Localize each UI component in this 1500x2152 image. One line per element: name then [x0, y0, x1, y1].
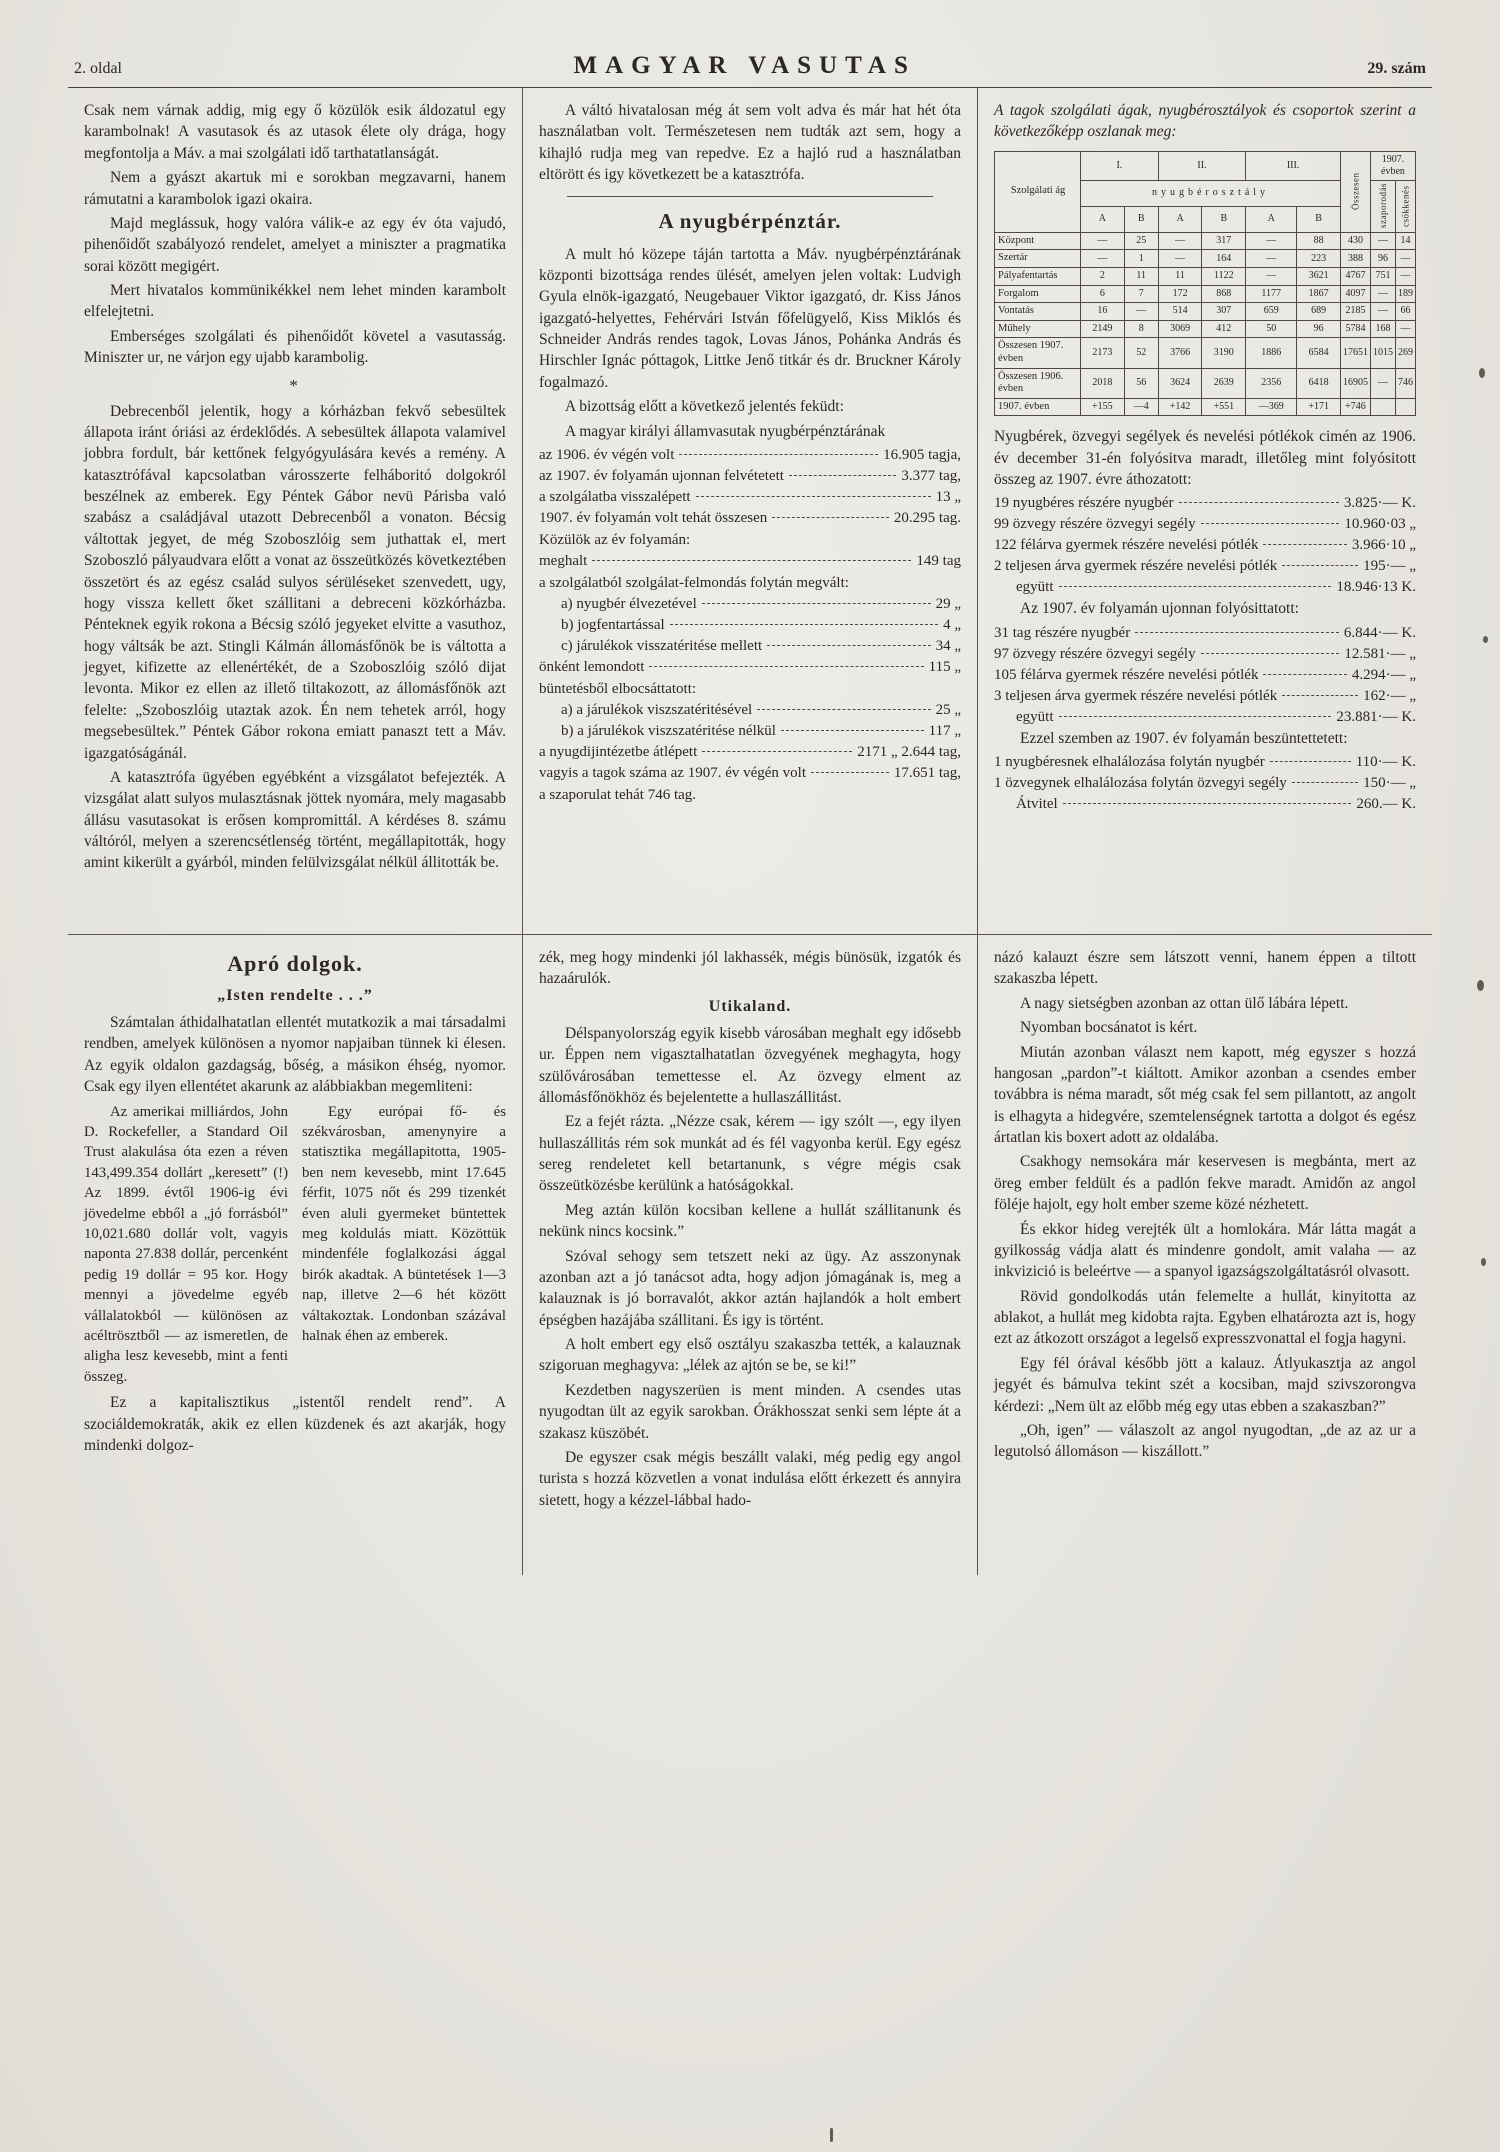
subcolumn-rockefeller: [84, 1102, 288, 1391]
stat-leader: [592, 560, 911, 561]
table-cell: 16905: [1341, 368, 1371, 398]
table-cell: [1396, 398, 1416, 416]
table-cell: 659: [1246, 303, 1297, 321]
carried-over-amounts: [994, 493, 1416, 598]
stat-label: 97 özvegy részére özvegyi segély: [994, 645, 1196, 662]
stat-value: 13 „: [935, 488, 961, 505]
scan-speck: [830, 2128, 833, 2142]
stat-label: 31 tag részére nyugbér: [994, 624, 1131, 641]
paragraph: Délspanyolország egyik kisebb városában meghalt egy idősebb ur. Éppen nem vigasztalhatatlan özvegyének meghagyta, hogy szülővárosában temettesse el. Az özvegy elment az állomásfőnökhöz és bejelentette a hullaszállitást.: [539, 1024, 961, 1106]
stat-value: 4.294·— „: [1351, 666, 1416, 683]
stat-label: 122 félárva gyermek részére nevelési pótlék: [994, 537, 1259, 554]
table-cell: 1867: [1297, 285, 1341, 303]
table-cell: 7: [1124, 285, 1158, 303]
table-cell: 6: [1081, 285, 1125, 303]
stat-value: 29 „: [935, 595, 961, 612]
stat-value: 6.844·— K.: [1343, 624, 1416, 641]
row-label: Pályafentartás: [995, 267, 1081, 285]
stat-row: a szaporulat tehát 746 tag.: [539, 786, 697, 803]
col-sub-label: A: [1158, 206, 1202, 232]
stat-leader: [1282, 565, 1358, 566]
stat-leader: [772, 517, 889, 518]
stat-value: 110·— K.: [1355, 754, 1416, 771]
paragraph: Számtalan áthidalhatatlan ellentét mutatkozik a mai társadalmi rendben, amelyek különösen a nyomor napjaiban tünnek ki élesen. Az egyik oldalon gazdagság, bőség, a másikon éhség, nyomor. Csak egy ilyen ellentétet akarunk az alábbiakban megemliteni:: [84, 1014, 506, 1096]
star-separator: *: [289, 375, 301, 395]
paragraph: Kezdetben nagyszerüen is ment minden. A csendes utas nyugodtan ült az egyik sarokban. Órákhosszat senki sem lépte át a szakasz küszöbét.: [539, 1381, 961, 1442]
stat-row: [994, 514, 1416, 535]
stat-value: 34 „: [935, 637, 961, 654]
stat-leader: [811, 772, 889, 773]
stat-value: 195·— „: [1363, 558, 1416, 575]
stat-label: önként lemondott: [539, 658, 645, 675]
stat-value: 25 „: [935, 701, 961, 718]
table-cell: —: [1124, 303, 1158, 321]
col-sub-label: B: [1297, 206, 1341, 232]
table-cell: +171: [1297, 398, 1341, 416]
col-header-nyugberosztaly: nyugbérosztály: [1081, 180, 1341, 206]
new-grants-amounts: [994, 623, 1416, 728]
story-paragraphs: [994, 993, 1416, 1463]
stat-label: 105 félárva gyermek részére nevelési pótlék: [994, 666, 1259, 683]
table-cell: 388: [1341, 250, 1371, 268]
table-cell: 2173: [1081, 338, 1125, 368]
table-total-row-1907: [995, 338, 1416, 368]
paragraph: Egy európai fő- és székvárosban, amenynyire a statisztika megállapitotta, 1905-ben nem kevesebb, mint 17.645 férfit, 1075 nőt és 299 tizenkét éven aluli gyermeket büntettek meg koldulás miatt. Közöttük mindenféle foglalkozási ággal birók akadtak. A büntetések 1—3 nap, illetve 2—6 hét között váltakoztak. Londonban százával halnak éhen az emberek.: [302, 1103, 506, 1344]
row-label: Forgalom: [995, 285, 1081, 303]
stat-label: meghalt: [539, 552, 588, 569]
masthead: MAGYAR VASUTAS: [573, 52, 916, 79]
paragraph: Debrecenből jelentik, hogy a kórházban fekvő sebesültek állapota iránt óriási az érdeklődés. A sebesültek állapota valamivel jobbra fordult, bár kettőnek felgyógyulására kevés a remény. A katasztrófával kapcsolatban városszerte felháboritó dolgokról beszélnek az emberek. Egy Péntek Gábor nevü Párisba való szabász a családjával utazott Debrecenből a vonaton. Bécsig váltottak jegyet, de még Szoboszlóig sem juthattak el, mert Szoboszló pályaudvara előtt a vonat az összeütközés következtében összetört és az egész család sulyos sérüléseket szenvedett, ugy, hogy vissza kellett őket szállitani a debreceni közkórházba. Pénteknek egyik rokona a Bécsig szóló jegyeket elvitte a vasuthoz, hogy váltsák be azt. Stingli Kálmán állomásfőnök be is váltotta a jegyet, kifizette az ellenértékét, de a Szoboszlóig szóló dijat levonta. Mikor ez ellen az illető tiltakozott, az állomásfőnök azt felelte: „Szoboszlóig utaztak azok. Én nem tehetek arról, hogy megsebesültek.” Péntek Gábor rokona emiatt panaszt tett a Máv. igazgatóságánál.: [84, 402, 506, 762]
stat-leader: [649, 666, 923, 667]
table-cell: —4: [1124, 398, 1158, 416]
stat-value: 115 „: [928, 658, 961, 675]
table-cell: 96: [1371, 250, 1396, 268]
table-cell: —: [1396, 320, 1416, 338]
paragraph: Ezzel szemben az 1907. év folyamán beszüntettetett:: [1020, 729, 1348, 747]
stat-row: [994, 707, 1416, 728]
paragraph: A nagy sietségben azonban az ottan ülő lábára lépett.: [1020, 994, 1349, 1012]
stat-label: a szolgálatba visszalépett: [539, 488, 691, 505]
stat-value: 2171 „ 2.644 tag,: [857, 743, 961, 760]
table-lead-text: A tagok szolgálati ágak, nyugbérosztályok és csoportok szerint a következőképp oszlanak meg:: [994, 102, 1416, 141]
table-cell: +551: [1202, 398, 1246, 416]
stat-row: [539, 594, 961, 615]
table-cell: 751: [1371, 267, 1396, 285]
table-cell: 11: [1124, 267, 1158, 285]
table-cell: —: [1371, 285, 1396, 303]
row-label: Szertár: [995, 250, 1081, 268]
article-heading-nyugberpenztar: A nyugbérpénztár.: [658, 208, 842, 233]
stat-value: 3.377 tag,: [901, 467, 961, 484]
table-cell: —: [1158, 232, 1202, 250]
stat-leader: [1282, 695, 1358, 696]
stat-value: 17.651 tag,: [893, 764, 961, 781]
paragraph: A katasztrófa ügyében egyébként a vizsgálatot befejezték. A vizsgálat alatt sulyos mulasztásnak jöttek nyomára, mely magasabb állásu vasutasokat is erősen kompromittál. A kérdéses 8. számu váltóról, melyen a szerencsétlenség történt, megállapitották, hogy amint kikerült a gyárból, minden felülvizsgálat nélkül állitották be.: [84, 768, 506, 872]
stat-leader: [1059, 716, 1332, 717]
table-cell: 6584: [1297, 338, 1341, 368]
table-cell: —: [1246, 267, 1297, 285]
paragraph: Nyomban bocsánatot is kért.: [1020, 1019, 1198, 1037]
table-cell: —: [1158, 250, 1202, 268]
stat-leader: [702, 751, 852, 752]
subheading-isten-rendelte: „Isten rendelte . . .”: [217, 987, 373, 1004]
paragraph: „Oh, igen” — válaszolt az angol nyugodtan, „de az az ur a legutolsó állomáson — kiszállott.”: [994, 1421, 1416, 1461]
paragraph: A váltó hivatalosan még át sem volt adva és már hat hét óta használatban volt. Természetesen nem tudták azt sem, hogy a kihajló rudja meg van repedve. Ez a hajló rud a használatban eltörött és igy következett be a katasztrófa.: [539, 102, 961, 184]
table-row: [995, 320, 1416, 338]
table-difference-row: [995, 398, 1416, 416]
paragraph: A magyar királyi államvasutak nyugbérpénztárának: [565, 422, 886, 440]
stat-row: [994, 535, 1416, 556]
table-cell: 2018: [1081, 368, 1125, 398]
scan-speck: [1479, 368, 1485, 378]
stat-value: 260.— K.: [1356, 796, 1416, 813]
stat-value: 16.905 tagja,: [883, 446, 961, 463]
table-row: [995, 250, 1416, 268]
stat-value: 18.946·13 K.: [1336, 579, 1416, 596]
table-cell: 689: [1297, 303, 1341, 321]
table-cell: 66: [1396, 303, 1416, 321]
paragraph: Csakhogy nemsokára már keservesen is megbánta, mert az öreg ember feldült és a padlón fekve maradt. Amidőn az angol föléje hajolt, egy holt ember szeme közé nézhetett.: [994, 1153, 1416, 1214]
stat-leader: [702, 603, 931, 604]
article-divider-rule: [567, 196, 933, 197]
stat-label: c) járulékok visszatéritése mellett: [561, 637, 763, 654]
table-cell: 17651: [1341, 338, 1371, 368]
paragraph: Rövid gondolkodás után felemelte a hullát, kinyitotta az ablakot, a hullát meg kidobta rajta. Egyben elhatározta azt is, hogy ezt az átkozott országot a legelső expresszvonattal el fogja hagyni.: [994, 1287, 1416, 1348]
table-cell: 189: [1396, 285, 1416, 303]
column-table-and-sums: [977, 88, 1432, 934]
table-cell: 307: [1202, 303, 1246, 321]
stat-leader: [1135, 632, 1339, 633]
col-sub-label: B: [1124, 206, 1158, 232]
stat-label: együtt: [1016, 579, 1054, 596]
table-row: [995, 267, 1416, 285]
stat-leader: [789, 475, 897, 476]
stat-row: [539, 508, 961, 529]
stat-label: a nyugdijintézetbe átlépett: [539, 743, 698, 760]
table-cell: 3621: [1297, 267, 1341, 285]
col-sub-label: A: [1246, 206, 1297, 232]
paragraph: Ez a fejét rázta. „Nézze csak, kérem — igy szólt —, egy ilyen hullaszállitás rém sok munkát ad és fél vagyonba kerül. Egy egész sereg rendeletet kell betartanunk, s végre mégis csak összeütközésbe kerülünk a hatóságokkal.: [539, 1113, 961, 1195]
stat-row: [539, 445, 961, 466]
page-number: 2. oldal: [74, 60, 122, 77]
stat-label: 1 özvegynek elhalálozása folytán özvegyi segély: [994, 775, 1287, 792]
issue-number: 29. szám: [1367, 60, 1426, 77]
stat-value: 149 tag: [916, 552, 961, 569]
table-cell: 2185: [1341, 303, 1371, 321]
paragraph: Miután azonban választ nem kapott, még egyszer s hozzá hangosan „pardon”-t kiáltott. Amikor azonban a csendes ember továbbra is néma maradt, sőt még csak fel sem pillantott, az angolt is elhagyta a hidegvére, szemtelenségnek tartotta a dolgot és egész ártatlan kis boxert adott az oldalába.: [994, 1043, 1416, 1146]
stat-label: az 1906. év végén volt: [539, 446, 675, 463]
stat-leader: [1270, 761, 1351, 762]
membership-distribution-table: [994, 151, 1416, 417]
stat-leader: [1201, 653, 1340, 654]
paragraph: De egyszer csak mégis beszállt valaki, még pedig egy angol turista s hozzá közvetlen a vonat indulása előtt érkezett és annyira sietett, hogy a kézzel-lábbal hado-: [539, 1448, 961, 1509]
continuation-paragraph: zék, meg hogy mindenki jól lakhassék, mégis bünösük, izgatók és hazaárulók.: [539, 949, 961, 988]
stat-label: 99 özvegy részére özvegyi segély: [994, 516, 1196, 533]
stat-leader: [757, 709, 930, 710]
table-cell: 5784: [1341, 320, 1371, 338]
table-cell: 4097: [1341, 285, 1371, 303]
col-header-szaporodas: szaporodás: [1371, 180, 1396, 232]
table-cell: 430: [1341, 232, 1371, 250]
stat-row: [539, 763, 961, 784]
table-cell: 14: [1396, 232, 1416, 250]
stat-value: 162·— „: [1363, 687, 1416, 704]
col-sub-label: A: [1081, 206, 1125, 232]
table-cell: [1371, 398, 1396, 416]
table-row: [995, 285, 1416, 303]
table-cell: +155: [1081, 398, 1125, 416]
stat-row: [539, 700, 961, 721]
table-cell: 1886: [1246, 338, 1297, 368]
stat-row: [994, 665, 1416, 686]
table-cell: +746: [1341, 398, 1371, 416]
stat-row: [994, 623, 1416, 644]
table-cell: —: [1246, 232, 1297, 250]
stat-value: 3.966·10 „: [1351, 537, 1416, 554]
stat-label: az 1907. év folyamán ujonnan felvétetett: [539, 467, 784, 484]
col-header-osszesen: Összesen: [1341, 151, 1371, 232]
stat-row: [994, 686, 1416, 707]
stat-leader: [1263, 544, 1346, 545]
column-utikaland: [522, 935, 977, 1575]
stat-leader: [1059, 586, 1332, 587]
stat-leader: [781, 730, 924, 731]
scan-speck: [1483, 636, 1488, 643]
table-cell: +142: [1158, 398, 1202, 416]
row-label: 1907. évben: [995, 398, 1081, 416]
table-cell: 4767: [1341, 267, 1371, 285]
paragraph: Csak nem várnak addig, mig egy ő közülök esik áldozatul egy karambolnak! A vasutasok és az utasok élete oly drága, hogy megfontolja a Máv. a mai szolgálati idő tarthatatlanságát.: [84, 102, 506, 162]
stat-leader: [696, 496, 931, 497]
paragraph: Majd meglássuk, hogy valóra válik-e az egy év óta vajudó, pihenőidőt szabályozó rendelet, amelyet a miniszter a pragmatika sorai között megigért.: [84, 214, 506, 275]
bottom-columns: [68, 935, 1432, 1575]
table-cell: 269: [1396, 338, 1416, 368]
story-paragraphs: [539, 1023, 961, 1511]
table-cell: 223: [1297, 250, 1341, 268]
table-cell: 11: [1158, 267, 1202, 285]
table-cell: 2: [1081, 267, 1125, 285]
stat-label: 19 nyugbéres részére nyugbér: [994, 495, 1174, 512]
stat-value: 10.960·03 „: [1344, 516, 1416, 533]
paragraph: Ez a kapitalisztikus „istentől rendelt rend”. A szociáldemokraták, akik ez ellen küzdenek és azt akarják, hogy mindenki dolgoz-: [84, 1394, 506, 1454]
table-header-row: [995, 151, 1416, 180]
table-cell: —: [1396, 267, 1416, 285]
stat-row: [539, 721, 961, 742]
row-label: Központ: [995, 232, 1081, 250]
table-cell: 2149: [1081, 320, 1125, 338]
terminated-amounts: [994, 752, 1416, 815]
stat-leader: [767, 645, 930, 646]
table-cell: 1122: [1202, 267, 1246, 285]
paragraph: Nem a gyászt akartuk mi e sorokban megzavarni, hanem rámutatni a karambolok igazi okaira.: [84, 169, 506, 208]
paragraph: Az amerikai milliárdos, John D. Rockefeller, a Standard Oil Trust alakulása óta ezen a réven 143,499.354 dollárt „keresett” (!) Az 1899. évtől 1906-ig évi jövedelme ebből a „jó forrásból” 10,021.680 dollár volt, vagyis naponta 27.838 dollár, percenként pedig 19 dollár = 95 kor. Hogy mennyi a jövedelme egyéb vállalatokból — különösen az acéltrösztből — az ismeretlen, de aligha lesz kevesebb, mint a fenti összeg.: [84, 1103, 288, 1385]
paragraph: A holt embert egy első osztályu szakaszba tették, a kalauznak szigoruan meghagyva: „lélek az ajtón se be, se ki!”: [539, 1336, 961, 1375]
table-cell: —: [1371, 232, 1396, 250]
table-cell: —: [1081, 250, 1125, 268]
table-cell: 868: [1202, 285, 1246, 303]
paragraph: A bizottság előtt a következő jelentés feküdt:: [565, 398, 844, 416]
col-header-I: I.: [1081, 151, 1159, 180]
row-label: Műhely: [995, 320, 1081, 338]
stat-label: 1907. év folyamán volt tehát összesen: [539, 509, 768, 526]
stat-label: b) jogfentartással: [561, 616, 665, 633]
paragraph: Emberséges szolgálati és pihenőidőt követel a vasutasság. Miniszter ur, ne várjon egy ujabb karambolig.: [84, 327, 506, 367]
scan-speck: [1477, 980, 1484, 991]
paragraph: Nyugbérek, özvegyi segélyek és nevelési pótlékok cimén az 1906. év december 31-én folyósitva maradt, illetőleg mint folyósitott összeg az 1907. évre áthozatott:: [994, 428, 1416, 489]
stat-leader: [670, 624, 938, 625]
stat-label: Átvitel: [1016, 796, 1058, 813]
table-cell: 16: [1081, 303, 1125, 321]
stat-leader: [679, 454, 878, 455]
continuation-paragraph: názó kalauzt észre sem látszott venni, hanem éppen a tiltott szakaszba lépett.: [994, 949, 1416, 988]
table-cell: 514: [1158, 303, 1202, 321]
paragraph: A mult hó közepe táján tartotta a Máv. nyugbérpénztárának központi bizottsága rendes ülését, amelyen jelen voltak: Ludvigh Gyula elnök-igazgató, Neugebauer Viktor igazgató, dr. Kiss János igazgató-helyettes, Fehérvári István főfelügyelő, Kiss Miklós és Schneider András rendes tagok, Lovas János, Pohánka András és Hirschler Ignác póttagok, Littke Jenő titkár és dr. Bruckner Károly fogalmazó.: [539, 245, 961, 391]
table-cell: —: [1081, 232, 1125, 250]
stat-leader: [1263, 674, 1346, 675]
table-row: [995, 232, 1416, 250]
stat-label: a) nyugbér élvezetével: [561, 595, 697, 612]
stat-row: [994, 577, 1416, 598]
table-cell: —: [1246, 250, 1297, 268]
column-nyugberpenztar: [522, 88, 977, 934]
column-story-continuation: [977, 935, 1432, 1575]
stat-value: 3.825·— K.: [1343, 495, 1416, 512]
stat-leader: [1201, 523, 1340, 524]
membership-statistics: [539, 445, 961, 806]
stat-value: 23.881·— K.: [1336, 708, 1416, 725]
stat-label: a) a járulékok viszszatéritésével: [561, 701, 753, 718]
stat-row: [539, 657, 961, 678]
table-cell: —369: [1246, 398, 1297, 416]
table-cell: 1: [1124, 250, 1158, 268]
table-cell: 8: [1124, 320, 1158, 338]
stat-value: 150·— „: [1363, 775, 1416, 792]
subheading-utikaland: Utikaland.: [708, 997, 792, 1015]
page-header: [68, 52, 1432, 87]
stat-row: büntetésből elbocsáttatott:: [539, 680, 697, 697]
col-sub-label: B: [1202, 206, 1246, 232]
column-apro-dolgok: [68, 935, 522, 1575]
stat-row: [539, 466, 961, 487]
table-cell: —: [1371, 368, 1396, 398]
two-column-block: [84, 1102, 506, 1391]
column-accident-article: [68, 88, 522, 934]
section-heading-apro-dolgok: Apró dolgok.: [227, 951, 363, 976]
col-header-szolgalati-ag: Szolgálati ág: [995, 151, 1081, 232]
table-cell: 1015: [1371, 338, 1396, 368]
table-cell: —: [1371, 303, 1396, 321]
stat-leader: [1292, 782, 1358, 783]
table-cell: 6418: [1297, 368, 1341, 398]
table-cell: 164: [1202, 250, 1246, 268]
paragraph: Mert hivatalos kommünikékkel nem lehet minden karambolt elfelejtetni.: [84, 282, 506, 321]
stat-value: 12.581·— „: [1344, 645, 1416, 662]
row-label: Összesen 1907. évben: [995, 338, 1081, 368]
subcolumn-european-city: [302, 1102, 506, 1391]
stat-label: együtt: [1016, 708, 1054, 725]
stat-row: [994, 556, 1416, 577]
paragraph: Szóval sehogy sem tetszett neki az ügy. Az asszonynak azonban azt a jó tanácsot adta, hogy adjon jómagának is, meg a kalauznak is jó borravalót, akkor aztán hajlandók a holt embert épségben hazájába szállitani. És igy is történt.: [539, 1247, 961, 1329]
stat-row: [539, 636, 961, 657]
table-total-row-1906: [995, 368, 1416, 398]
paragraph: Meg aztán külön kocsiban kellene a hullát szállitanunk és nekünk nincs kocsink.”: [539, 1201, 961, 1241]
stat-value: 117 „: [928, 722, 961, 739]
stat-row: [994, 493, 1416, 514]
top-columns: [68, 88, 1432, 934]
stat-row: [539, 487, 961, 508]
table-cell: 3190: [1202, 338, 1246, 368]
stat-leader: [1179, 502, 1339, 503]
stat-row: a szolgálatból szolgálat-felmondás folytán megvált:: [539, 574, 849, 591]
col-header-1907-evben: 1907. évben: [1371, 151, 1416, 180]
stat-label: vagyis a tagok száma az 1907. év végén volt: [539, 764, 806, 781]
stat-row: [994, 644, 1416, 665]
stat-label: 3 teljesen árva gyermek részére nevelési pótlék: [994, 687, 1278, 704]
table-cell: 746: [1396, 368, 1416, 398]
table-cell: 3766: [1158, 338, 1202, 368]
table-row: [995, 303, 1416, 321]
table-cell: 168: [1371, 320, 1396, 338]
table-cell: 96: [1297, 320, 1341, 338]
table-cell: 3624: [1158, 368, 1202, 398]
stat-label: b) a járulékok viszszatéritése nélkül: [561, 722, 776, 739]
stat-label: 1 nyugbéresnek elhalálozása folytán nyugbér: [994, 754, 1265, 771]
table-cell: 56: [1124, 368, 1158, 398]
top-section: [68, 88, 1432, 934]
table-cell: 25: [1124, 232, 1158, 250]
stat-leader: [1063, 803, 1352, 804]
stat-row: [994, 752, 1416, 773]
stat-row: [539, 615, 961, 636]
col-header-II: II.: [1158, 151, 1245, 180]
paragraph: És ekkor hideg verejték ült a homlokára. Már látta magát a gyilkosság vádja alatt és mindenre gondolt, amit valaha — az inkvizició is beleértve — a spanyol igazságszolgáltatásról olvasott.: [994, 1220, 1416, 1281]
col-header-csokkenes: csökkenés: [1396, 180, 1416, 232]
table-cell: 412: [1202, 320, 1246, 338]
col-header-III: III.: [1246, 151, 1341, 180]
stat-value: 20.295 tag.: [893, 509, 961, 526]
stat-row: [994, 794, 1416, 815]
row-label: Összesen 1906. évben: [995, 368, 1081, 398]
table-cell: 52: [1124, 338, 1158, 368]
table-cell: 317: [1202, 232, 1246, 250]
stat-row: [994, 773, 1416, 794]
stat-value: 4 „: [943, 616, 961, 633]
bottom-section: [68, 935, 1432, 1575]
stat-label: 2 teljesen árva gyermek részére nevelési pótlék: [994, 558, 1278, 575]
table-cell: 1177: [1246, 285, 1297, 303]
stat-row: [539, 551, 961, 572]
table-cell: 88: [1297, 232, 1341, 250]
table-cell: —: [1396, 250, 1416, 268]
table-cell: 3069: [1158, 320, 1202, 338]
row-label: Vontatás: [995, 303, 1081, 321]
paragraph: Az 1907. év folyamán ujonnan folyósittatott:: [1020, 600, 1299, 618]
table-cell: 2639: [1202, 368, 1246, 398]
paragraph: Egy fél órával később jött a kalauz. Átlyukasztja az angol jegyét és bámulva tekint szét a kocsiban, majd szivszorongva kérdezi: „Nem ült az előbb még egy utas ebben a szakaszban?”: [994, 1354, 1416, 1415]
stat-row: [539, 742, 961, 763]
table-cell: 50: [1246, 320, 1297, 338]
table-cell: 172: [1158, 285, 1202, 303]
stat-row: Közülök az év folyamán:: [539, 531, 691, 548]
table-cell: 2356: [1246, 368, 1297, 398]
scan-speck: [1481, 1258, 1486, 1266]
